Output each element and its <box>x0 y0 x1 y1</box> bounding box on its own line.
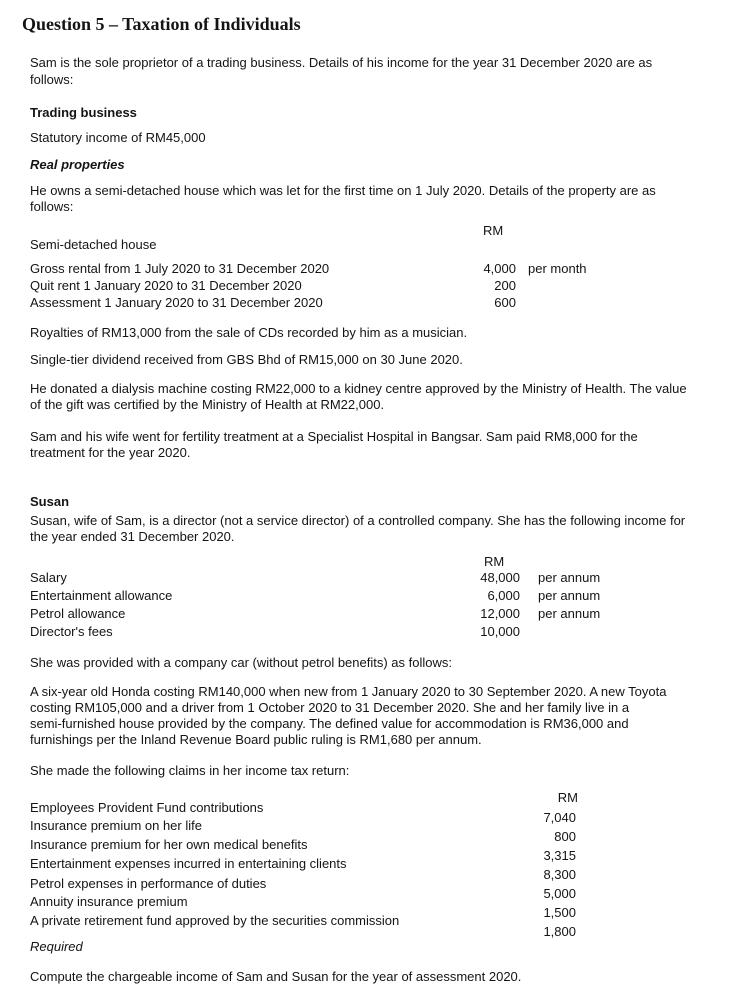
car-desc-line: semi-furnished house provided by the company. The defined value for accommodation is RM36,000 and <box>30 716 629 731</box>
income-row-amount: 6,000 <box>487 588 520 603</box>
claim-amount: 8,300 <box>543 867 576 882</box>
property-row-amount: 4,000 <box>483 261 516 276</box>
income-row-note: per annum <box>538 606 601 621</box>
property-row-note: per month <box>528 261 587 276</box>
question-title: Question 5 – Taxation of Individuals <box>22 14 301 34</box>
claims-intro: She made the following claims in her income tax return: <box>30 763 350 778</box>
intro-line-1: Sam is the sole proprietor of a trading business. Details of his income for the year 31 December 2020 are as <box>30 55 653 70</box>
required-text: Compute the chargeable income of Sam and Susan for the year of assessment 2020. <box>30 969 522 984</box>
claim-label: Insurance premium for her own medical benefits <box>30 837 308 852</box>
fertility-line-2: treatment for the year 2020. <box>30 445 191 460</box>
income-row-amount: 12,000 <box>480 606 520 621</box>
claim-label: Insurance premium on her life <box>30 818 202 833</box>
property-subheading: Semi-detached house <box>30 237 157 252</box>
donation-line-1: He donated a dialysis machine costing RM22,000 to a kidney centre approved by the Ministry of Health. The value <box>30 381 687 396</box>
property-currency-header: RM <box>483 223 504 238</box>
income-row-label: Salary <box>30 570 67 585</box>
susan-heading: Susan <box>30 494 70 509</box>
claim-amount: 800 <box>554 829 576 844</box>
fertility-line-1: Sam and his wife went for fertility treatment at a Specialist Hospital in Bangsar. Sam paid RM8,000 for the <box>30 429 638 444</box>
claim-amount: 1,500 <box>543 905 576 920</box>
claim-amount: 1,800 <box>543 924 576 939</box>
income-row-amount: 48,000 <box>480 570 520 585</box>
real-properties-desc-1: He owns a semi-detached house which was let for the first time on 1 July 2020. Details of the property are as <box>30 183 656 198</box>
income-row-label: Entertainment allowance <box>30 588 173 603</box>
intro-line-2: follows: <box>30 72 74 87</box>
property-row-label: Quit rent 1 January 2020 to 31 December 2020 <box>30 278 302 293</box>
claim-label: Entertainment expenses incurred in entertaining clients <box>30 856 347 871</box>
real-properties-desc-2: follows: <box>30 199 74 214</box>
trading-line: Statutory income of RM45,000 <box>30 130 206 145</box>
income-row-label: Director's fees <box>30 624 113 639</box>
property-row-label: Assessment 1 January 2020 to 31 December 2020 <box>30 295 323 310</box>
claim-label: Employees Provident Fund contributions <box>30 800 264 815</box>
claim-label: A private retirement fund approved by the securities commission <box>30 913 400 928</box>
car-desc-line: A six-year old Honda costing RM140,000 when new from 1 January 2020 to 30 September 2020. A new Toyota <box>30 684 667 699</box>
susan-desc-1: Susan, wife of Sam, is a director (not a service director) of a controlled company. She has the following income for <box>30 513 686 528</box>
claim-amount: 5,000 <box>543 886 576 901</box>
car-intro: She was provided with a company car (without petrol benefits) as follows: <box>30 655 452 670</box>
property-row-label: Gross rental from 1 July 2020 to 31 December 2020 <box>30 261 330 276</box>
property-row-amount: 200 <box>494 278 516 293</box>
donation-line-2: of the gift was certified by the Ministry of Health at RM22,000. <box>30 397 385 412</box>
income-row-note: per annum <box>538 570 601 585</box>
claim-amount: 7,040 <box>543 810 576 825</box>
car-desc-line: furnishings per the Inland Revenue Board public ruling is RM1,680 per annum. <box>30 732 482 747</box>
income-row-label: Petrol allowance <box>30 606 126 621</box>
income-row-amount: 10,000 <box>480 624 520 639</box>
real-properties-heading: Real properties <box>30 157 125 172</box>
property-row-amount: 600 <box>494 295 516 310</box>
trading-heading: Trading business <box>30 105 137 120</box>
required-heading: Required <box>30 939 83 954</box>
car-desc-line: costing RM105,000 and a driver from 1 October 2020 to 31 December 2020. She and her family live in a <box>30 700 630 715</box>
dividend-line: Single-tier dividend received from GBS Bhd of RM15,000 on 30 June 2020. <box>30 352 463 367</box>
income-row-note: per annum <box>538 588 601 603</box>
claim-label: Petrol expenses in performance of duties <box>30 876 267 891</box>
susan-currency-header: RM <box>484 554 505 569</box>
claims-currency-header: RM <box>557 790 578 805</box>
susan-desc-2: the year ended 31 December 2020. <box>30 529 235 544</box>
claim-amount: 3,315 <box>543 848 576 863</box>
royalties-line: Royalties of RM13,000 from the sale of CDs recorded by him as a musician. <box>30 325 468 340</box>
claim-label: Annuity insurance premium <box>30 894 188 909</box>
